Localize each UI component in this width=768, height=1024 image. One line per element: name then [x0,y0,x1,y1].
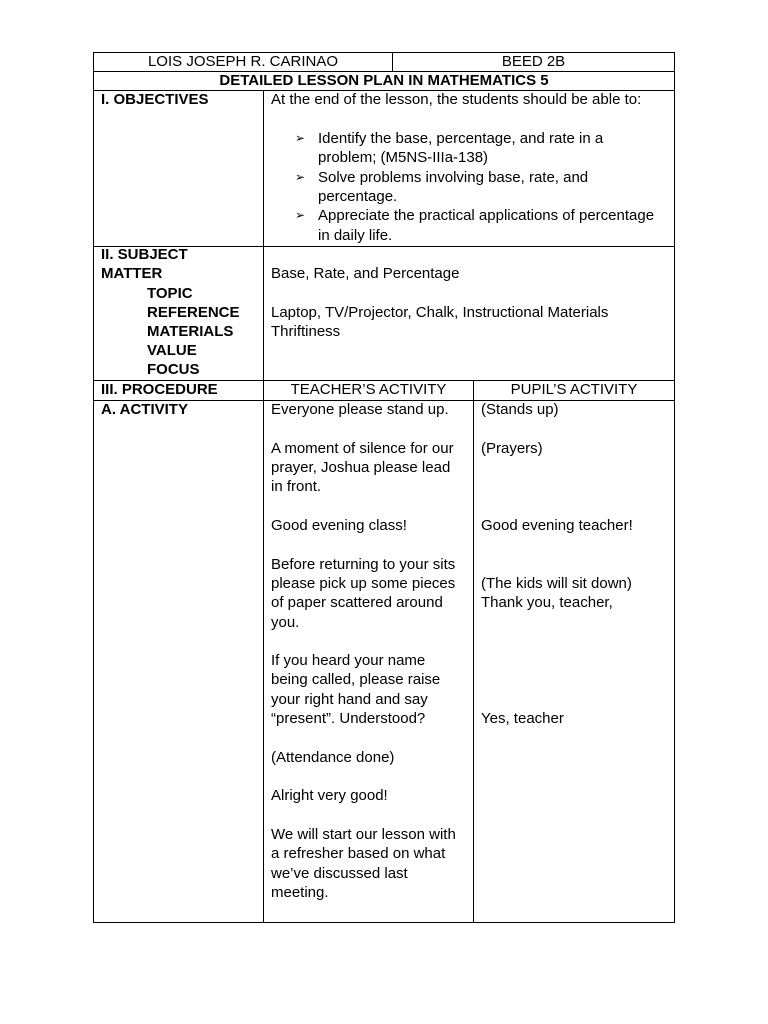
activity-line: your right hand and say [271,690,428,708]
procedure-label: III. PROCEDURE [101,381,218,398]
activity-line: (The kids will sit down) [481,574,632,592]
objective-line: Identify the base, percentage, and rate in a [318,130,604,147]
topic-value: Base, Rate, and Percentage [271,265,460,282]
activity-line: a refresher based on what [271,845,446,863]
activity-line: meeting. [271,884,329,901]
activity-line: of paper scattered around [271,594,443,612]
activity-line: Good evening teacher! [481,516,633,534]
topic-label: TOPIC [147,285,193,302]
value-focus-value: Thriftiness [271,323,341,340]
materials-value: Laptop, TV/Projector, Chalk, Instructional Materials [271,304,609,321]
activity-line: being called, please raise [271,671,441,689]
objective-line: Appreciate the practical applications of percentage [318,207,655,224]
activity-line: “present”. Understood? [271,710,426,728]
activity-line: Yes, teacher [481,710,564,728]
document-title: DETAILED LESSON PLAN IN MATHEMATICS 5 [219,72,549,89]
activity-line: please pick up some pieces [271,574,456,592]
activity-line: We will start our lesson with [271,826,456,844]
activity-line: (Prayers) [481,439,543,457]
activity-line: we’ve discussed last [271,864,408,882]
activity-label: A. ACTIVITY [101,401,188,418]
subject-matter-label: MATTER [101,265,163,282]
focus-label: FOCUS [147,361,200,378]
activity-line: Alright very good! [271,787,388,805]
activity-line: A moment of silence for our [271,439,454,457]
objective-line: in daily life. [318,227,393,244]
activity-line: in front. [271,478,322,496]
pupil-activity-header: PUPIL’S ACTIVITY [510,381,638,398]
activity-line: you. [271,613,300,631]
objectives-label: I. OBJECTIVES [101,91,209,108]
activity-line: Good evening class! [271,516,407,534]
bullet-arrow-icon: ➢ [295,170,306,184]
activity-line: prayer, Joshua please lead [271,458,451,476]
value-label: VALUE [147,342,197,359]
activity-line: (Stands up) [481,401,559,418]
objective-line: problem; (M5NS-IIIa-138) [318,149,489,166]
subject-matter-label: II. SUBJECT [101,246,188,263]
activity-line: Thank you, teacher, [481,594,613,612]
activity-line: (Attendance done) [271,748,395,766]
bullet-arrow-icon: ➢ [295,208,306,222]
author-name: LOIS JOSEPH R. CARINAO [147,53,339,70]
materials-label: MATERIALS [147,323,234,340]
reference-label: REFERENCE [147,304,240,321]
section-label: BEED 2B [501,53,566,70]
bullet-arrow-icon: ➢ [295,131,306,145]
activity-line: If you heard your name [271,652,426,670]
activity-line: Everyone please stand up. [271,401,449,418]
objectives-intro: At the end of the lesson, the students should be able to: [271,91,642,108]
teacher-activity-header: TEACHER’S ACTIVITY [290,381,447,398]
objective-line: Solve problems involving base, rate, and [318,169,589,186]
activity-line: Before returning to your sits [271,555,456,573]
objective-line: percentage. [318,188,398,205]
